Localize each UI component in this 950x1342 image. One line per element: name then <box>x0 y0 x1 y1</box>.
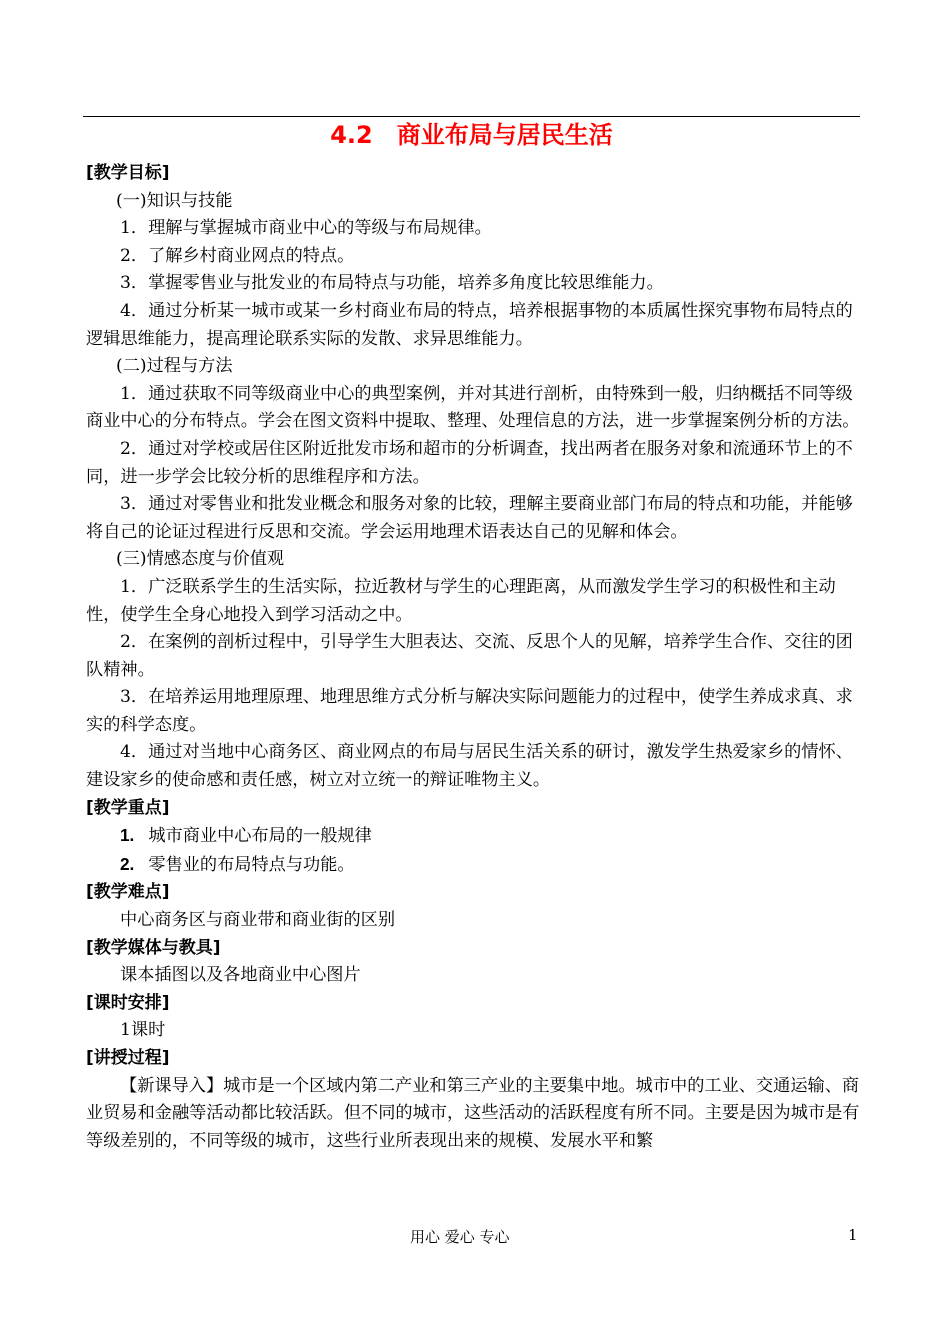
footer-motto: 用心 爱心 专心 <box>410 1228 510 1246</box>
section-heading-schedule: [课时安排] <box>86 992 170 1013</box>
schedule-text: 1课时 <box>120 1020 166 1041</box>
difficulty-text: 中心商务区与商业带和商业街的区别 <box>120 910 396 931</box>
page-title: 4.2 商业布局与居民生活 <box>330 121 613 149</box>
document-body <box>86 160 866 1155</box>
objective-item: 2．了解乡村商业网点的特点。 <box>120 245 355 266</box>
header-rule <box>83 116 860 117</box>
process-item: 2．通过对学校或居住区附近批发市场和超市的分析调查，找出两者在服务对象和流通环节上的不同，进一步学会比较分析的思维程序和方法。 <box>86 438 853 487</box>
lecture-intro-paragraph: 【新课导入】城市是一个区域内第二产业和第三产业的主要集中地。城市中的工业、交通运输、商业贸易和金融等活动都比较活跃。但不同的城市，这些活动的活跃程度有所不同。主要是因为城市是有等级差别的，不同等级的城市，这些行业所表现出来的规模、发展水平和繁 <box>86 1075 860 1151</box>
section-heading-process-lecture: [讲授过程] <box>86 1048 170 1068</box>
objective-item: 3．掌握零售业与批发业的布局特点与功能，培养多角度比较思维能力。 <box>120 273 664 294</box>
process-item: 1．通过获取不同等级商业中心的典型案例，并对其进行剖析，由特殊到一般，归纳概括不同等级商业中心的分布特点。学会在图文资料中提取、整理、处理信息的方法，进一步掌握案例分析的方法。 <box>86 383 860 432</box>
section-heading-difficulties: [教学难点] <box>86 882 170 903</box>
key-point-number: 2. <box>120 853 135 874</box>
subheading-knowledge: (一)知识与技能 <box>116 190 233 211</box>
media-text: 课本插图以及各地商业中心图片 <box>120 965 361 986</box>
process-item: 3．通过对零售业和批发业概念和服务对象的比较，理解主要商业部门布局的特点和功能，并能够将自己的论证过程进行反思和交流。学会运用地理术语表达自己的见解和体会。 <box>86 494 853 542</box>
subheading-process: (二)过程与方法 <box>116 356 233 377</box>
values-item: 1．广泛联系学生的生活实际，拉近教材与学生的心理距离，从而激发学生学习的积极性和主动性，使学生全身心地投入到学习活动之中。 <box>86 576 836 625</box>
objective-item: 1．理解与掌握城市商业中心的等级与布局规律。 <box>120 218 492 239</box>
section-heading-media: [教学媒体与教具] <box>86 937 221 958</box>
section-heading-objectives: [教学目标] <box>86 163 170 183</box>
values-item: 4．通过对当地中心商务区、商业网点的布局与居民生活关系的研讨，激发学生热爱家乡的情怀、建设家乡的使命感和责任感，树立对立统一的辩证唯物主义。 <box>86 742 853 791</box>
key-point-text: 零售业的布局特点与功能。 <box>148 854 355 875</box>
page-number: 1 <box>848 1226 858 1244</box>
key-point-item <box>86 822 866 851</box>
values-item: 2．在案例的剖析过程中，引导学生大胆表达、交流、反思个人的见解，培养学生合作、交往的团队精神。 <box>86 632 853 680</box>
subheading-values: (三)情感态度与价值观 <box>116 549 285 570</box>
key-point-number: 1. <box>120 825 135 846</box>
values-item: 3．在培养运用地理原理、地理思维方式分析与解决实际问题能力的过程中，使学生养成求真、求实的科学态度。 <box>86 687 853 735</box>
key-point-text: 城市商业中心布局的一般规律 <box>148 826 372 847</box>
key-point-item <box>86 851 866 880</box>
objective-item: 4．通过分析某一城市或某一乡村商业布局的特点，培养根据事物的本质属性探究事物布局特点的逻辑思维能力，提高理论联系实际的发散、求异思维能力。 <box>86 300 853 349</box>
section-heading-key-points: [教学重点] <box>86 797 170 818</box>
